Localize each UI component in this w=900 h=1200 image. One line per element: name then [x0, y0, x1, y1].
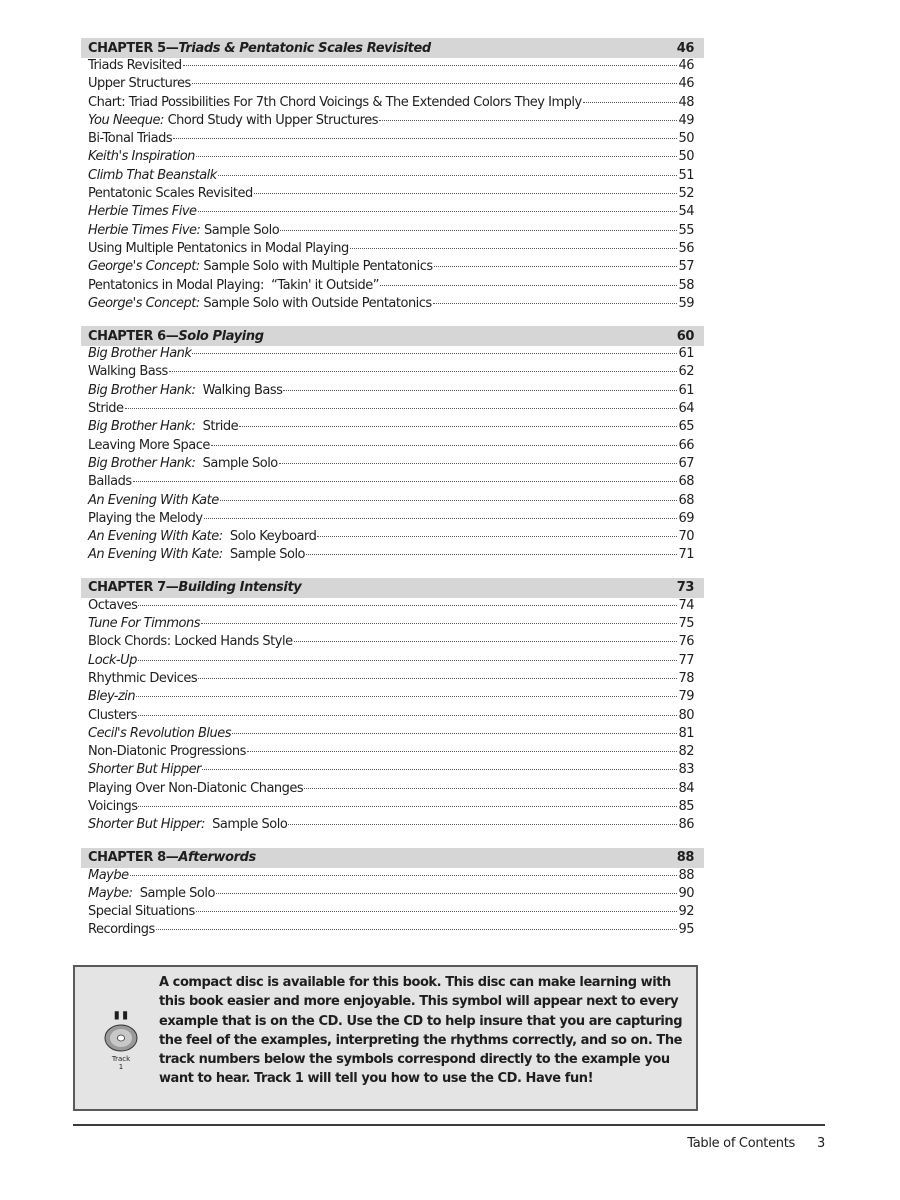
toc-entry: [88, 868, 694, 886]
toc-entry: [88, 689, 694, 707]
entry-title: [88, 726, 231, 741]
entry-title: [88, 58, 182, 73]
entry-title: [88, 616, 200, 631]
chapter-page-number: 60: [676, 328, 694, 344]
entry-title: [88, 868, 129, 883]
toc-entry: [88, 76, 694, 94]
toc-entry: [88, 346, 694, 364]
table-of-contents: [81, 38, 704, 953]
toc-entry: [88, 547, 694, 565]
entry-title-italic: Big Brother Hank: [88, 346, 192, 362]
entry-title-italic: You Neeque:: [88, 112, 164, 128]
dot-leader: [350, 248, 678, 249]
entry-title-text: Sample Solo: [222, 547, 306, 563]
entry-page-number: 58: [678, 277, 694, 293]
entry-page-number: 65: [678, 419, 694, 435]
dot-leader: [306, 554, 677, 555]
entry-title: [88, 168, 217, 183]
dot-leader: [192, 353, 677, 354]
toc-entry: [88, 113, 694, 131]
entry-page-number: 50: [678, 131, 694, 147]
entry-title-text: Non-Diatonic Progressions: [88, 744, 246, 760]
entry-title-text: Playing Over Non-Diatonic Changes: [88, 780, 304, 796]
track-label: [112, 1055, 130, 1071]
entry-page-number: 75: [678, 616, 694, 632]
entry-title-italic: Lock-Up: [88, 652, 137, 668]
entry-page-number: 69: [678, 510, 694, 526]
entry-page-number: 56: [678, 240, 694, 256]
toc-entry: [88, 95, 694, 113]
toc-entry: [88, 58, 694, 76]
entry-title-italic: Shorter But Hipper:: [88, 817, 205, 833]
entry-page-number: 81: [678, 725, 694, 741]
entry-page-number: 64: [678, 401, 694, 417]
toc-entry: [88, 383, 694, 401]
dot-leader: [279, 463, 678, 464]
entry-title-italic: Big Brother Hank:: [88, 455, 196, 471]
dot-leader: [380, 285, 677, 286]
chapter-title: [88, 41, 431, 56]
entry-title-italic: George's Concept:: [88, 259, 200, 275]
entry-page-number: 55: [678, 222, 694, 238]
dot-leader: [130, 875, 678, 876]
dot-leader: [304, 788, 677, 789]
entry-title-text: Sample Solo: [200, 222, 280, 238]
entry-page-number: 68: [678, 492, 694, 508]
footer-rule: [73, 1124, 825, 1126]
entry-page-number: 90: [678, 885, 694, 901]
entry-page-number: 77: [678, 652, 694, 668]
entry-page-number: 54: [678, 204, 694, 220]
entry-page-number: 83: [678, 762, 694, 778]
chapter-entries: [81, 598, 704, 836]
entry-title: [88, 493, 219, 508]
chapter-section: [81, 848, 704, 941]
entry-title: [88, 886, 215, 901]
chapter-page-number: 46: [676, 40, 694, 56]
dot-leader: [583, 102, 678, 103]
entry-page-number: 50: [678, 149, 694, 165]
entry-page-number: 48: [678, 94, 694, 110]
dot-leader: [136, 696, 677, 697]
entry-title: [88, 762, 201, 777]
entry-page-number: 61: [678, 382, 694, 398]
entry-page-number: 82: [678, 744, 694, 760]
toc-entry: [88, 401, 694, 419]
toc-entry: [88, 241, 694, 259]
entry-title: [88, 95, 582, 110]
page-footer: [687, 1136, 825, 1151]
chapter-name: Triads & Pentatonic Scales Revisited: [178, 40, 431, 56]
toc-entry: [88, 904, 694, 922]
entry-page-number: 70: [678, 529, 694, 545]
entry-title: [88, 76, 191, 91]
dot-leader: [133, 481, 678, 482]
dot-leader: [138, 715, 678, 716]
toc-entry: [88, 598, 694, 616]
chapter-entries: [81, 868, 704, 941]
dot-leader: [247, 751, 678, 752]
entry-title-italic: Shorter But Hipper: [88, 762, 201, 778]
entry-title: [88, 113, 378, 128]
toc-entry: [88, 781, 694, 799]
dot-leader: [211, 445, 678, 446]
entry-page-number: 46: [678, 58, 694, 73]
entry-title: [88, 438, 210, 453]
entry-title: [88, 474, 132, 489]
chapter-heading: [81, 578, 704, 598]
toc-entry: [88, 149, 694, 167]
toc-entry: [88, 419, 694, 437]
entry-title-text: Pentatonic Scales Revisited: [88, 186, 253, 202]
entry-title-text: Leaving More Space: [88, 437, 210, 453]
entry-title-italic: Climb That Beanstalk: [88, 167, 217, 183]
dot-leader: [201, 623, 677, 624]
dot-leader: [294, 641, 678, 642]
entry-page-number: 86: [678, 817, 694, 833]
dot-leader: [218, 175, 678, 176]
toc-entry: [88, 922, 694, 940]
track-number: 1: [118, 1063, 124, 1071]
entry-title: [88, 744, 246, 759]
toc-entry: [88, 616, 694, 634]
entry-title-italic: Bley-zin: [88, 689, 136, 705]
entry-title-text: Sample Solo: [195, 455, 278, 471]
entry-title: [88, 634, 293, 649]
toc-entry: [88, 726, 694, 744]
chapter-heading: [81, 848, 704, 868]
toc-entry: [88, 744, 694, 762]
entry-title-text: Clusters: [88, 707, 137, 723]
dot-leader: [192, 83, 678, 84]
dot-leader: [433, 303, 678, 304]
entry-page-number: 71: [678, 547, 694, 563]
entry-title-text: Ballads: [88, 474, 132, 490]
entry-page-number: 76: [678, 634, 694, 650]
toc-entry: [88, 223, 694, 241]
entry-page-number: 52: [678, 186, 694, 202]
entry-title: [88, 364, 168, 379]
toc-entry: [88, 168, 694, 186]
entry-page-number: 51: [678, 167, 694, 183]
dot-leader: [280, 230, 677, 231]
dot-leader: [288, 824, 677, 825]
toc-entry: [88, 799, 694, 817]
entry-title-text: Voicings: [88, 798, 138, 814]
entry-title-italic: An Evening With Kate:: [88, 547, 223, 563]
dot-leader: [216, 893, 678, 894]
entry-title-italic: An Evening With Kate:: [88, 529, 223, 545]
entry-title: [88, 186, 253, 201]
toc-entry: [88, 493, 694, 511]
chapter-name: Afterwords: [178, 850, 256, 866]
chapter-entries: [81, 58, 704, 314]
entry-title-text: Sample Solo: [204, 817, 288, 833]
dot-leader: [173, 138, 677, 139]
chapter-title: [88, 580, 301, 595]
entry-title-text: Stride: [88, 401, 124, 417]
entry-title-text: Rhythmic Devices: [88, 670, 198, 686]
entry-title-text: Upper Structures: [88, 76, 191, 92]
entry-title: [88, 296, 432, 311]
toc-entry: [88, 511, 694, 529]
dot-leader: [138, 605, 677, 606]
toc-entry: [88, 671, 694, 689]
footer-section-title: Table of Contents: [687, 1136, 796, 1151]
entry-title: [88, 401, 124, 416]
entry-title-text: Chart: Triad Possibilities For 7th Chord Voicings & The Extended Colors They Imply: [88, 94, 582, 110]
toc-entry: [88, 186, 694, 204]
entry-title: [88, 671, 197, 686]
track-word: Track: [111, 1055, 131, 1063]
entry-title: [88, 653, 137, 668]
dot-leader: [156, 929, 678, 930]
chapter-label: CHAPTER 7—: [88, 580, 179, 596]
entry-title: [88, 204, 197, 219]
chapter-heading: [81, 38, 704, 58]
toc-entry: [88, 474, 694, 492]
dot-leader: [254, 193, 678, 194]
dot-leader: [232, 733, 677, 734]
toc-entry: [88, 886, 694, 904]
chapter-section: [81, 326, 704, 566]
entry-title: [88, 511, 203, 526]
entry-title: [88, 708, 137, 723]
entry-page-number: 84: [678, 780, 694, 796]
toc-entry: [88, 634, 694, 652]
entry-title: [88, 223, 279, 238]
entry-page-number: 88: [678, 867, 694, 883]
dot-leader: [198, 211, 678, 212]
entry-title: [88, 278, 379, 293]
entry-title-italic: An Evening With Kate: [88, 492, 219, 508]
toc-entry: [88, 438, 694, 456]
entry-title-text: Octaves: [88, 597, 138, 613]
entry-page-number: 59: [678, 295, 694, 311]
dot-leader: [239, 426, 677, 427]
entry-title-text: Sample Solo: [132, 885, 215, 901]
entry-page-number: 57: [678, 259, 694, 275]
chapter-title: [88, 850, 256, 865]
entry-title: [88, 419, 238, 434]
dot-leader: [220, 500, 678, 501]
dot-leader: [196, 156, 678, 157]
entry-page-number: 67: [678, 455, 694, 471]
chapter-title: [88, 329, 264, 344]
toc-entry: [88, 456, 694, 474]
entry-title-text: Walking Bass: [195, 382, 283, 398]
entry-title: [88, 529, 316, 544]
dot-leader: [198, 678, 677, 679]
chapter-section: [81, 38, 704, 314]
entry-title-text: Bi-Tonal Triads: [88, 131, 173, 147]
entry-page-number: 78: [678, 670, 694, 686]
entry-title-text: Pentatonics in Modal Playing: “Takin' it Outside”: [88, 277, 379, 293]
entry-title: [88, 799, 137, 814]
entry-page-number: 62: [678, 364, 694, 380]
dot-leader: [434, 266, 678, 267]
entry-title-text: Recordings: [88, 922, 155, 938]
entry-title: [88, 689, 135, 704]
chapter-label: CHAPTER 5—: [88, 40, 179, 56]
dot-leader: [317, 536, 677, 537]
chapter-page-number: 88: [676, 850, 694, 866]
chapter-name: Solo Playing: [178, 328, 264, 344]
toc-entry: [88, 529, 694, 547]
entry-title-italic: Maybe:: [88, 885, 133, 901]
entry-page-number: 49: [678, 112, 694, 128]
dot-leader: [379, 120, 677, 121]
chapter-label: CHAPTER 8—: [88, 850, 179, 866]
entry-title: [88, 817, 287, 832]
dot-leader: [196, 911, 678, 912]
entry-page-number: 80: [678, 707, 694, 723]
toc-entry: [88, 296, 694, 314]
entry-title: [88, 259, 433, 274]
entry-page-number: 61: [678, 346, 694, 362]
chapter-page-number: 73: [676, 580, 694, 596]
toc-entry: [88, 259, 694, 277]
entry-title: [88, 346, 191, 361]
compact-disc-icon: [104, 1023, 138, 1053]
entry-page-number: 95: [678, 922, 694, 938]
entry-title-text: Triads Revisited: [88, 58, 182, 73]
entry-title: [88, 241, 349, 256]
toc-entry: [88, 653, 694, 671]
dot-leader: [125, 408, 678, 409]
toc-entry: [88, 364, 694, 382]
entry-title: [88, 904, 195, 919]
toc-entry: [88, 817, 694, 835]
entry-title-text: Block Chords: Locked Hands Style: [88, 634, 293, 650]
entry-page-number: 68: [678, 474, 694, 490]
entry-title: [88, 598, 137, 613]
chapter-entries: [81, 346, 704, 566]
entry-page-number: 79: [678, 689, 694, 705]
cd-notice-box: [73, 965, 698, 1111]
toc-entry: [88, 762, 694, 780]
entry-title-text: Using Multiple Pentatonics in Modal Playing: [88, 240, 349, 256]
entry-title-text: Sample Solo with Outside Pentatonics: [199, 295, 432, 311]
footer-page-number: 3: [817, 1136, 825, 1151]
entry-title-text: Special Situations: [88, 904, 195, 920]
toc-entry: [88, 708, 694, 726]
dot-leader: [283, 390, 677, 391]
entry-title-italic: George's Concept:: [88, 295, 200, 311]
dot-leader: [138, 660, 678, 661]
entry-title-italic: Keith's Inspiration: [88, 149, 195, 165]
entry-title: [88, 456, 278, 471]
entry-title-italic: Herbie Times Five:: [88, 222, 201, 238]
cd-notice-text: A compact disc is available for this book. This disc can make learning with this book easier and more enjoyable. This symbol will appear next to every example that is on the CD. Use the CD to help insure that you are capturing the feel of the examples, interpreting the rhythms correctly, and so on. The track numbers below the symbols correspond directly to the example you want to hear. Track 1 will tell you how to use the CD. Have fun!: [159, 975, 683, 1087]
dot-leader: [202, 769, 677, 770]
toc-entry: [88, 204, 694, 222]
entry-title: [88, 149, 195, 164]
entry-title: [88, 922, 155, 937]
entry-title: [88, 781, 303, 796]
chapter-label: CHAPTER 6—: [88, 328, 179, 344]
entry-title-text: Walking Bass: [88, 364, 168, 380]
dot-leader: [204, 518, 678, 519]
entry-title-italic: Big Brother Hank:: [88, 419, 196, 435]
toc-entry: [88, 131, 694, 149]
cd-icon: [101, 1007, 141, 1089]
entry-title-text: Playing the Melody: [88, 510, 203, 526]
dot-leader: [138, 806, 677, 807]
chapter-section: [81, 578, 704, 836]
chapter-name: Building Intensity: [178, 580, 302, 596]
entry-page-number: 74: [678, 597, 694, 613]
entry-page-number: 66: [678, 437, 694, 453]
entry-title-italic: Cecil's Revolution Blues: [88, 725, 232, 741]
entry-title-text: Chord Study with Upper Structures: [163, 112, 378, 128]
chapter-heading: [81, 326, 704, 346]
entry-title-italic: Herbie Times Five: [88, 204, 197, 220]
toc-entry: [88, 278, 694, 296]
entry-title-text: Solo Keyboard: [222, 529, 317, 545]
dot-leader: [183, 65, 678, 66]
entry-title: [88, 131, 172, 146]
dot-leader: [169, 371, 678, 372]
entry-title-text: Sample Solo with Multiple Pentatonics: [199, 259, 433, 275]
entry-page-number: 46: [678, 76, 694, 92]
entry-title: [88, 547, 305, 562]
entry-title-italic: Maybe: [88, 867, 129, 883]
entry-title-italic: Big Brother Hank:: [88, 382, 196, 398]
cd-bars-icon: ▮▮: [112, 1007, 130, 1023]
entry-title-italic: Tune For Timmons: [88, 616, 200, 632]
entry-title: [88, 383, 282, 398]
entry-title-text: Stride: [195, 419, 239, 435]
entry-page-number: 85: [678, 798, 694, 814]
entry-page-number: 92: [678, 904, 694, 920]
